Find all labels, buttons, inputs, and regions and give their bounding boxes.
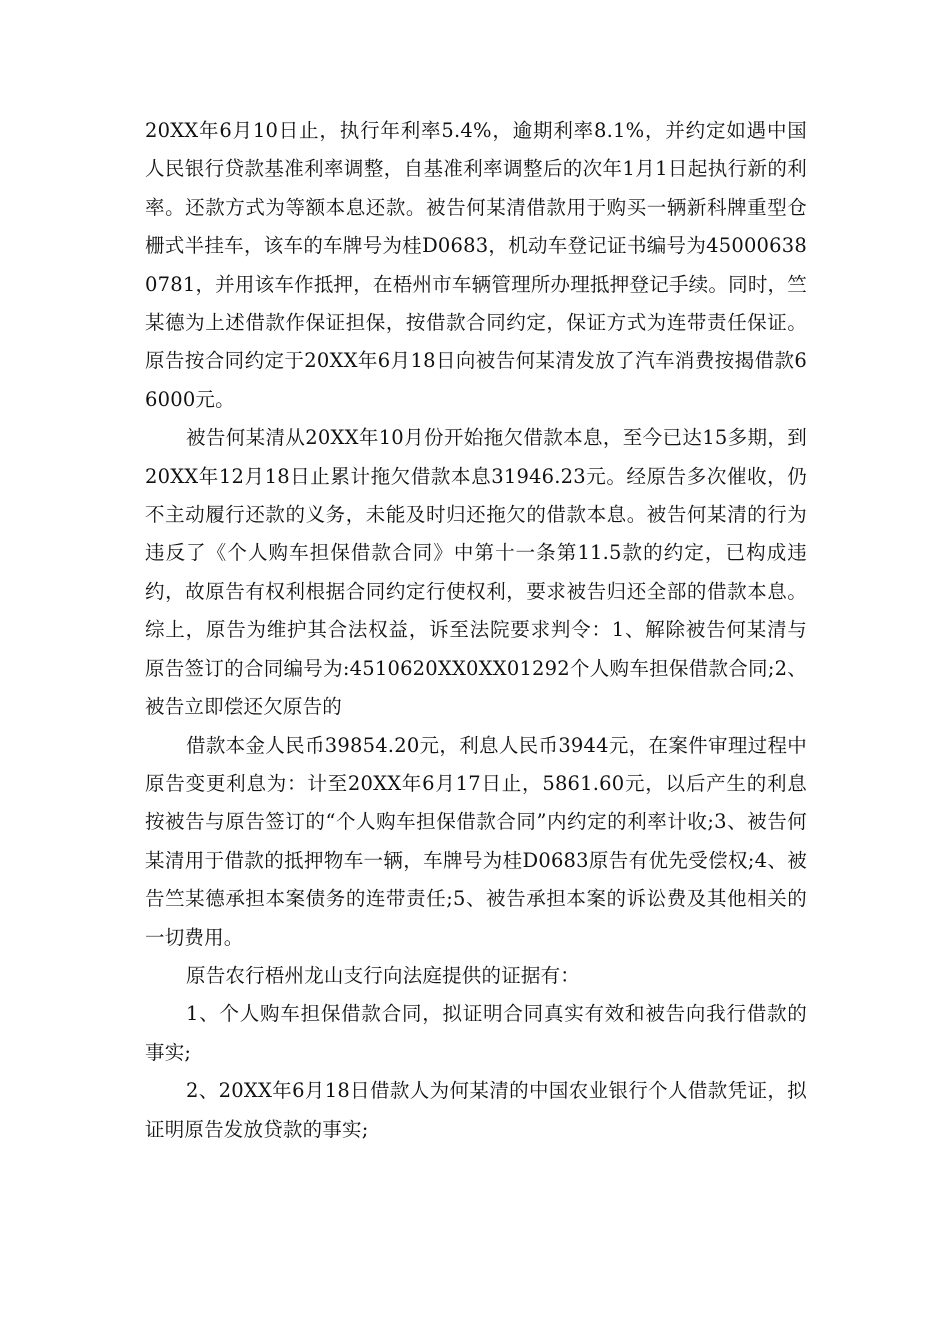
paragraph-loan-terms: 20XX年6月10日止，执行年利率5.4%，逾期利率8.1%，并约定如遇中国人民银行贷款基准利率调整，自基准利率调整后的次年1月1日起执行新的利率。还款方式为等额本息还款。被告何某清借款用于购买一辆新科牌重型仓栅式半挂车，该车的车牌号为桂D0683，机动车登记证书编号为450006380781，并用该车作抵押，在梧州市车辆管理所办理抵押登记手续。同时，竺某德为上述借款作保证担保，按借款合同约定，保证方式为连带责任保证。原告按合同约定于20XX年6月18日向被告何某清发放了汽车消费按揭借款66000元。 (145, 119, 807, 411)
paragraph-default-claims: 被告何某清从20XX年10月份开始拖欠借款本息，至今已达15多期，到20XX年12月18日止累计拖欠借款本息31946.23元。经原告多次催收，仍不主动履行还款的义务，未能及时归还拖欠的借款本息。被告何某清的行为违反了《个人购车担保借款合同》中第十一条第11.5款的约定，已构成违约，故原告有权利根据合同约定行使权利，要求被告归还全部的借款本息。综上，原告为维护其合法权益，诉至法院要求判令：1、解除被告何某清与原告签订的合同编号为:4510620XX0XX01292个人购车担保借款合同;2、被告立即偿还欠原告的 (145, 426, 807, 719)
paragraph-principal-interest: 借款本金人民币39854.20元，利息人民币3944元，在案件审理过程中原告变更利息为：计至20XX年6月17日止，5861.60元，以后产生的利息按被告与原告签订的“个人购车担保借款合同”内约定的利率计收;3、被告何某清用于借款的抵押物车一辆，车牌号为桂D0683原告有优先受偿权;4、被告竺某德承担本案债务的连带责任;5、被告承担本案的诉讼费及其他相关的一切费用。 (145, 733, 807, 949)
paragraph-evidence-intro: 原告农行梧州龙山支行向法庭提供的证据有： (186, 963, 581, 987)
paragraph-evidence-2: 2、20XX年6月18日借款人为何某清的中国农业银行个人借款凭证，拟证明原告发放贷款的事实; (145, 1079, 807, 1141)
document-page (145, 112, 807, 1149)
paragraph-evidence-1: 1、个人购车担保借款合同，拟证明合同真实有效和被告向我行借款的事实; (145, 1002, 807, 1064)
